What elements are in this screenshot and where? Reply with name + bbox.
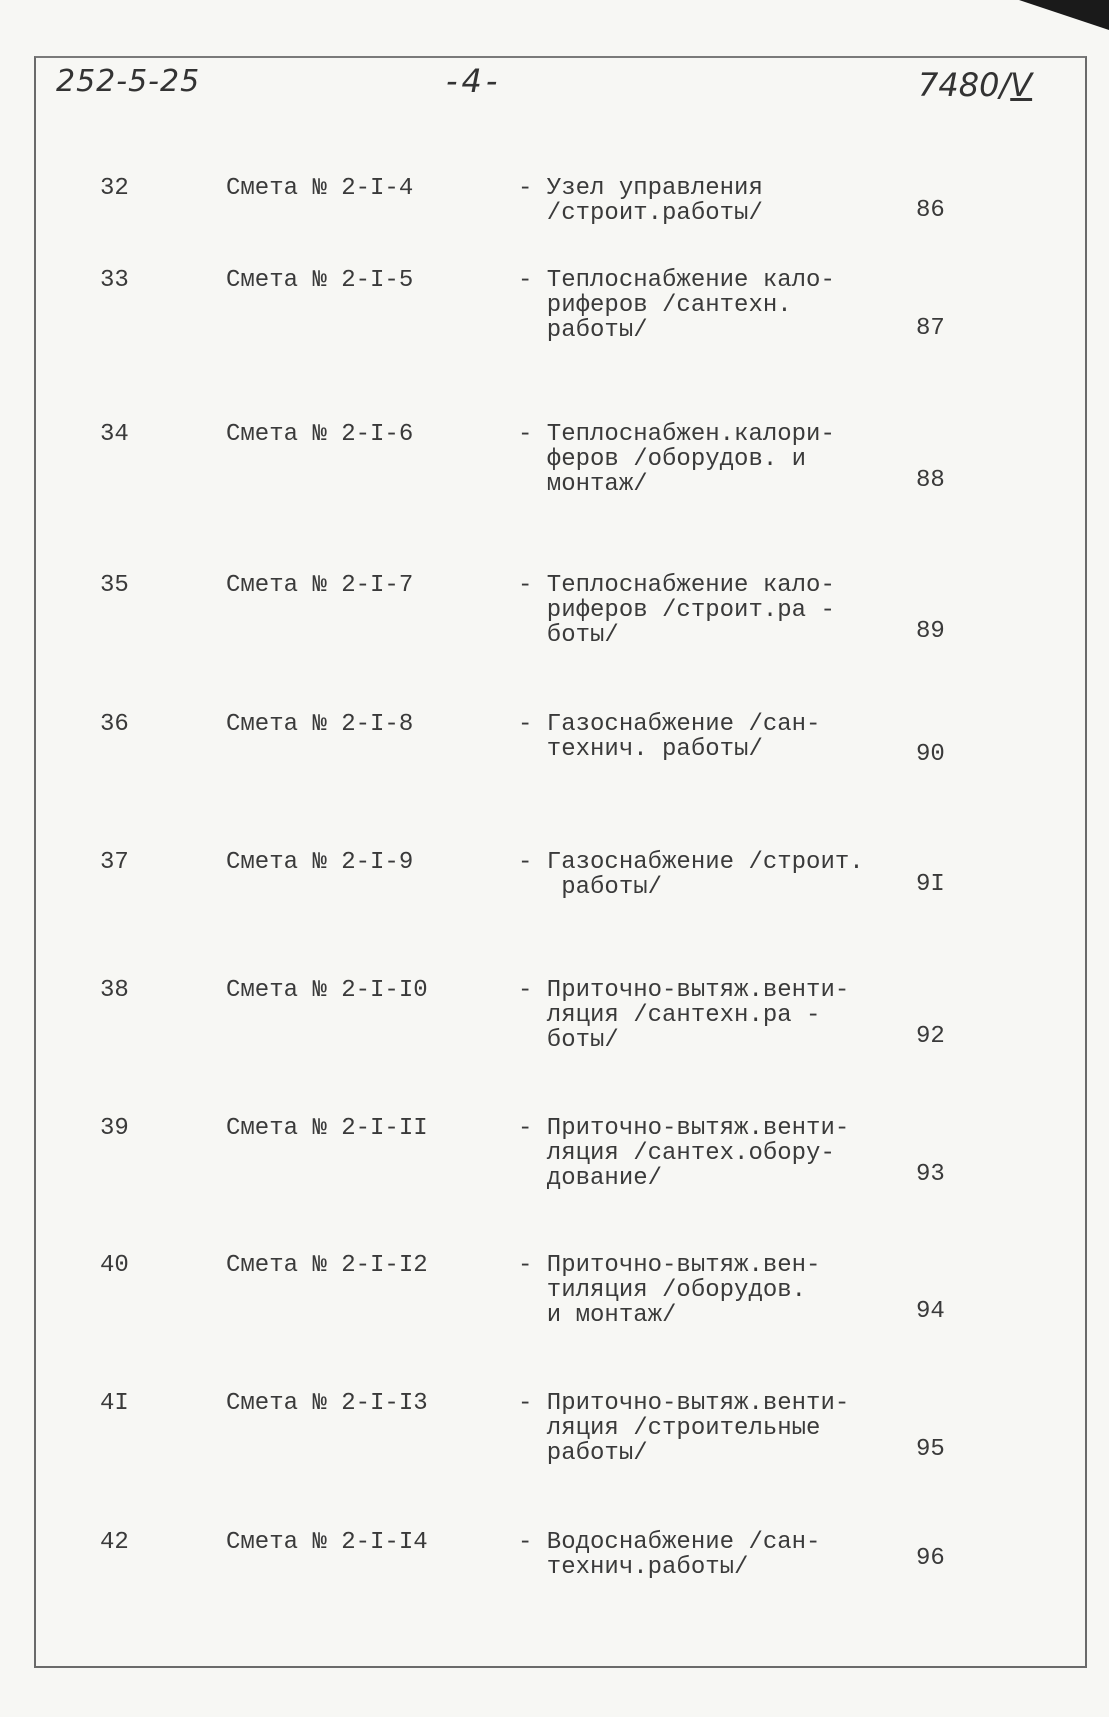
page-reference: 93 [916,1161,945,1188]
estimate-code: Смета № 2-I-8 [226,711,414,738]
item-number: 38 [100,977,129,1004]
page-reference: 90 [916,741,945,768]
estimate-code: Смета № 2-I-5 [226,267,414,294]
page-reference: 87 [916,315,945,342]
folded-corner [1019,0,1109,30]
page-reference: 9I [916,871,945,898]
estimate-description: - Газоснабжение /сан- технич. работы/ [518,711,821,763]
item-number: 32 [100,175,129,202]
estimate-description: - Приточно-вытяж.венти- ляция /строительные работы/ [518,1390,850,1467]
estimate-description: - Приточно-вытяж.венти- ляция /сантех.обору- дование/ [518,1115,850,1192]
estimate-code: Смета № 2-I-I3 [226,1390,428,1417]
item-number: 40 [100,1252,129,1279]
page-reference: 96 [916,1545,945,1572]
estimate-code: Смета № 2-I-4 [226,175,414,202]
estimate-code: Смета № 2-I-I4 [226,1529,428,1556]
estimate-description: - Приточно-вытяж.венти- ляция /сантехн.ра - боты/ [518,977,850,1054]
estimate-code: Смета № 2-I-I0 [226,977,428,1004]
item-number: 4I [100,1390,129,1417]
estimate-description: - Газоснабжение /строит. работы/ [518,849,864,901]
estimate-description: - Водоснабжение /сан- технич.работы/ [518,1529,821,1581]
page-reference: 95 [916,1436,945,1463]
page-reference: 88 [916,467,945,494]
archive-number [918,66,1032,104]
item-number: 39 [100,1115,129,1142]
item-number: 42 [100,1529,129,1556]
item-number: 35 [100,572,129,599]
item-number: 33 [100,267,129,294]
estimate-description: - Теплоснабжен.калори- феров /оборудов. и монтаж/ [518,421,835,498]
estimate-code: Смета № 2-I-9 [226,849,414,876]
estimate-description: - Узел управления /строит.работы/ [518,175,763,227]
estimate-code: Смета № 2-I-II [226,1115,428,1142]
item-number: 34 [100,421,129,448]
archive-number-suffix: V [1010,66,1033,104]
item-number: 37 [100,849,129,876]
item-number: 36 [100,711,129,738]
page-number-marker: -4- [446,62,502,100]
estimate-code: Смета № 2-I-7 [226,572,414,599]
archive-number-main: 7480/ [918,66,1011,104]
estimate-code: Смета № 2-I-6 [226,421,414,448]
page-reference: 94 [916,1298,945,1325]
estimate-description: - Теплоснабжение кало- риферов /сантехн. работы/ [518,267,835,344]
page-reference: 86 [916,197,945,224]
page-reference: 89 [916,618,945,645]
document-code: 252-5-25 [56,64,201,99]
estimate-description: - Приточно-вытяж.вен- тиляция /оборудов. и монтаж/ [518,1252,821,1329]
estimate-description: - Теплоснабжение кало- риферов /строит.ра - боты/ [518,572,835,649]
page-reference: 92 [916,1023,945,1050]
estimate-code: Смета № 2-I-I2 [226,1252,428,1279]
